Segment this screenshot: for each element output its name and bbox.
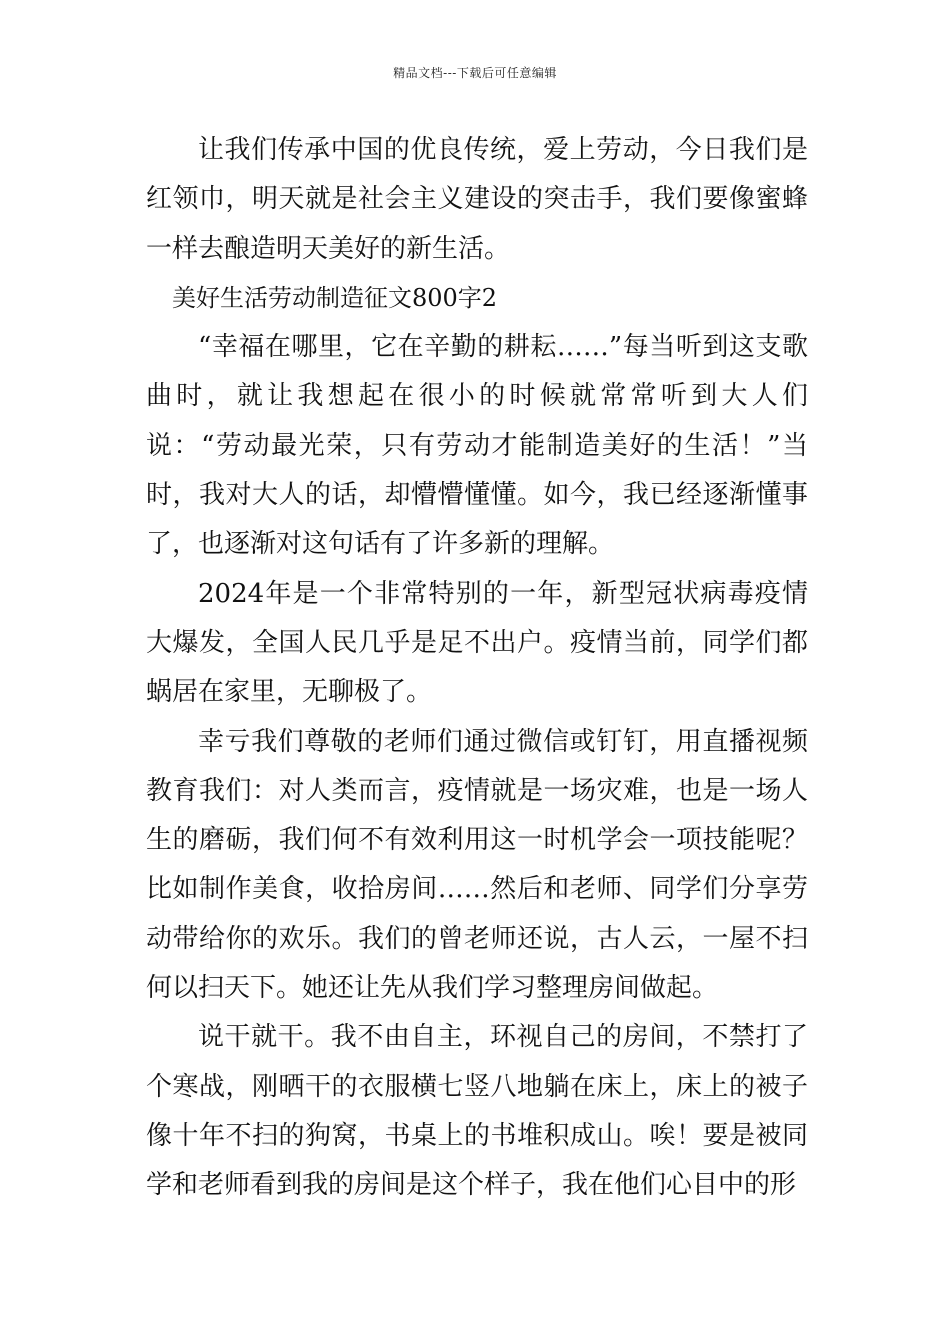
essay-title: 美好生活劳动制造征文800字2 [172, 283, 498, 312]
document-body [146, 126, 808, 1211]
paragraph-song: “幸福在哪里，它在辛勤的耕耘……”每当听到这支歌曲时，就让我想起在很小的时候就常常听到大人们说：“劳动最光荣，只有劳动才能制造美好的生活！”当时，我对大人的话，却懵懵懂懂。如今，我已经逐渐懂事了，也逐渐对这句话有了许多新的理解。 [146, 332, 808, 560]
paragraph-epidemic: 2024年是一个非常特别的一年，新型冠状病毒疫情大爆发，全国人民几乎是足不出户。疫情当前，同学们都蜗居在家里，无聊极了。 [146, 578, 808, 708]
paragraph-teachers: 幸亏我们尊敬的老师们通过微信或钉钉，用直播视频教育我们：对人类而言，疫情就是一场灾难，也是一场人生的磨砺，我们何不有效利用这一时机学会一项技能呢？比如制作美食，收拾房间……然后和老师、同学们分享劳动带给你的欢乐。我们的曾老师还说，古人云，一屋不扫何以扫天下。她还让先从我们学习整理房间做起。 [146, 726, 808, 1004]
page-header: 精品文档---下载后可任意编辑 [393, 66, 557, 80]
paragraph-room: 说干就干。我不由自主，环视自己的房间，不禁打了个寒战，刚晒干的衣服横七竖八地躺在床上，床上的被子像十年不扫的狗窝，书桌上的书堆积成山。唉！要是被同学和老师看到我的房间是这个样子，我在他们心目中的形 [146, 1022, 808, 1201]
paragraph-conclusion: 让我们传承中国的优良传统，爱上劳动，今日我们是红领巾，明天就是社会主义建设的突击手，我们要像蜜蜂一样去酿造明天美好的新生活。 [146, 135, 808, 264]
